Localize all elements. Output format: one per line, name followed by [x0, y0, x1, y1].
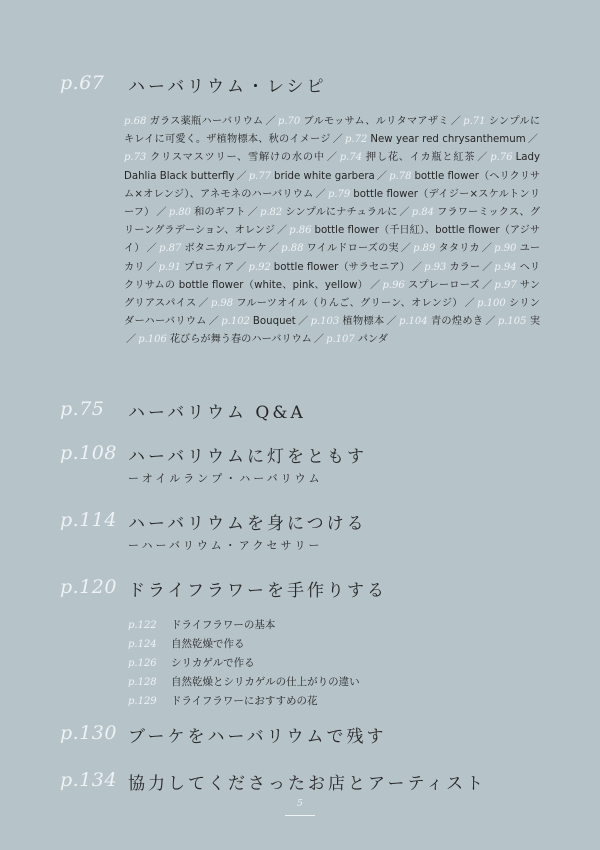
- item-label: スプレーローズ: [407, 279, 480, 291]
- item-separator: ／: [297, 316, 309, 328]
- section-page-number: p.108: [60, 442, 117, 464]
- list-item: [128, 636, 360, 655]
- item-label: フラワーミックス、グリーングラデーション、オレンジ: [124, 207, 541, 237]
- page-number: 5: [297, 799, 303, 809]
- item-label: 実: [529, 316, 540, 328]
- list-item: [128, 617, 360, 636]
- section-title: ハーバリウムに灯をともす: [128, 447, 367, 467]
- item-label: ドライフラワーにおすすめの花: [171, 695, 318, 707]
- section-page-number: p.130: [60, 722, 117, 744]
- item-label: Lady Dahlia Black butterfly: [124, 152, 541, 182]
- item-separator: ／: [481, 243, 493, 255]
- item-page-ref: p.71: [463, 116, 486, 127]
- item-page-ref: p.94: [494, 261, 517, 273]
- section-title: ハーバリウム Q&A: [128, 403, 306, 423]
- item-separator: ／: [527, 134, 539, 146]
- section-page-number: p.114: [60, 509, 117, 531]
- item-separator: ／: [370, 279, 381, 291]
- item-page-ref: p.76: [490, 152, 513, 164]
- item-label: フルーツオイル（りんご、グリーン、オレンジ）: [236, 298, 463, 310]
- item-separator: ／: [411, 261, 423, 273]
- item-label: 自然乾燥とシリカゲルの仕上がりの違い: [171, 676, 360, 688]
- item-separator: ／: [265, 116, 276, 127]
- item-separator: ／: [477, 152, 489, 164]
- item-page-ref: p.79: [327, 188, 351, 200]
- item-page-ref: p.86: [289, 225, 312, 237]
- item-page-ref: p.122: [128, 620, 157, 631]
- item-separator: ／: [236, 261, 247, 273]
- item-separator: ／: [198, 298, 209, 310]
- item-label: 青の煌めき: [430, 316, 484, 328]
- item-label: bottle flower（デイジー×スケルトンリーフ）: [124, 188, 541, 219]
- item-page-ref: p.103: [310, 316, 340, 328]
- item-separator: ／: [399, 207, 410, 219]
- item-separator: ／: [315, 188, 326, 200]
- list-item: [128, 655, 360, 674]
- item-separator: ／: [481, 279, 493, 291]
- item-page-ref: p.126: [128, 658, 157, 669]
- item-separator: ／: [332, 134, 344, 146]
- item-page-ref: p.87: [159, 243, 182, 255]
- item-separator: ／: [386, 316, 397, 328]
- item-page-ref: p.92: [248, 261, 271, 273]
- section-title: ハーバリウム・レシピ: [128, 77, 327, 97]
- item-separator: ／: [276, 225, 288, 237]
- item-separator: ／: [156, 207, 167, 219]
- item-label: プロティア: [183, 261, 235, 273]
- list-item: [128, 693, 360, 712]
- item-label: bride white garbera: [274, 170, 375, 182]
- item-label: ワイルドローズの実: [306, 243, 399, 255]
- item-separator: ／: [146, 243, 158, 255]
- item-page-ref: p.78: [389, 170, 412, 182]
- item-label: サングリアスパイス: [124, 279, 541, 310]
- item-separator: ／: [126, 334, 137, 346]
- recipe-list: [124, 113, 540, 350]
- item-separator: ／: [485, 316, 496, 328]
- item-page-ref: p.96: [382, 279, 405, 291]
- item-label: 花びらが舞う春のハーバリウム: [169, 334, 312, 346]
- item-page-ref: p.129: [128, 696, 157, 707]
- item-separator: ／: [236, 170, 247, 182]
- item-separator: ／: [400, 243, 412, 255]
- section-page-number: p.67: [60, 72, 105, 94]
- item-separator: ／: [482, 261, 493, 273]
- item-label: ヘリクリサムの bottle flower（white、pink、yellow）: [124, 261, 541, 291]
- item-page-ref: p.91: [158, 261, 181, 273]
- section-subtitle: ーハーバリウム・アクセサリー: [128, 539, 323, 552]
- item-label: シンプルにキレイに可愛く。ザ植物標本、秋のイメージ: [124, 116, 541, 146]
- item-separator: ／: [208, 316, 220, 328]
- item-page-ref: p.97: [494, 279, 517, 291]
- section-page-number: p.134: [60, 769, 117, 791]
- item-label: 植物標本: [342, 316, 385, 328]
- item-page-ref: p.106: [138, 334, 167, 346]
- page-number-rule: [285, 815, 315, 816]
- item-page-ref: p.72: [345, 134, 368, 146]
- item-label: パンダ: [357, 334, 388, 346]
- item-label: Bouquet: [252, 316, 296, 328]
- item-page-ref: p.102: [221, 316, 250, 328]
- item-page-ref: p.77: [248, 170, 272, 182]
- item-page-ref: p.82: [259, 207, 283, 219]
- section-page-number: p.120: [60, 576, 117, 598]
- item-separator: ／: [146, 261, 157, 273]
- item-label: 自然乾燥で作る: [171, 638, 245, 650]
- dried-flower-list: [128, 617, 360, 712]
- section-subtitle: ーオイルランプ・ハーバリウム: [128, 472, 323, 485]
- item-label: クリスマスツリー、雪解けの水の中: [149, 152, 325, 164]
- item-label: bottle flower（ヘリクリサム×オレンジ）、アネモネのハーバリウム: [124, 170, 541, 200]
- item-separator: ／: [464, 298, 476, 310]
- section-title: 協力してくださったお店とアーティスト: [128, 774, 487, 794]
- item-label: 押し花、イカ瓶と紅茶: [365, 152, 476, 164]
- item-page-ref: p.100: [477, 298, 506, 310]
- item-page-ref: p.88: [281, 243, 304, 255]
- item-page-ref: p.107: [326, 334, 355, 346]
- item-label: ガラス薬瓶ハーバリウム: [149, 116, 264, 127]
- item-page-ref: p.70: [277, 116, 301, 127]
- item-label: シリンダーハーバリウム: [124, 298, 540, 328]
- item-separator: ／: [450, 116, 462, 127]
- item-separator: ／: [326, 152, 338, 164]
- item-label: 和のギフト: [194, 207, 246, 219]
- item-page-ref: p.73: [124, 152, 147, 164]
- item-label: New year red chrysanthemum: [370, 134, 526, 146]
- item-label: カラー: [449, 261, 481, 273]
- item-page-ref: p.74: [339, 152, 363, 164]
- section-title: ドライフラワーを手作りする: [128, 581, 387, 601]
- item-page-ref: p.128: [128, 677, 157, 688]
- item-label: シンプルにナチュラルに: [285, 207, 398, 219]
- list-item: [128, 674, 360, 693]
- item-separator: ／: [247, 207, 258, 219]
- item-label: bottle flower（千日紅）、bottle flower（アジサイ）: [124, 225, 541, 255]
- item-page-ref: p.68: [124, 116, 147, 127]
- item-page-ref: p.98: [210, 298, 234, 310]
- item-label: ボタニカルブーケ: [184, 243, 267, 255]
- item-separator: ／: [313, 334, 325, 346]
- section-title: ブーケをハーバリウムで残す: [128, 727, 387, 747]
- item-label: ユーカリ: [124, 243, 541, 273]
- item-page-ref: p.84: [411, 207, 435, 219]
- item-page-ref: p.104: [398, 316, 428, 328]
- item-page-ref: p.90: [494, 243, 517, 255]
- item-separator: ／: [376, 170, 388, 182]
- item-label: シリカゲルで作る: [171, 657, 255, 669]
- item-label: ドライフラワーの基本: [171, 619, 276, 631]
- item-separator: ／: [268, 243, 280, 255]
- item-label: bottle flower（サラセニア）: [273, 261, 410, 273]
- item-label: タタリカ: [438, 243, 480, 255]
- item-page-ref: p.93: [424, 261, 447, 273]
- section-page-number: p.75: [60, 398, 105, 420]
- item-page-ref: p.124: [128, 639, 157, 650]
- item-page-ref: p.105: [497, 316, 527, 328]
- item-page-ref: p.89: [413, 243, 436, 255]
- item-label: ブルモッサム、ルリタマアザミ: [303, 116, 449, 127]
- item-page-ref: p.80: [168, 207, 192, 219]
- section-title: ハーバリウムを身につける: [128, 514, 367, 534]
